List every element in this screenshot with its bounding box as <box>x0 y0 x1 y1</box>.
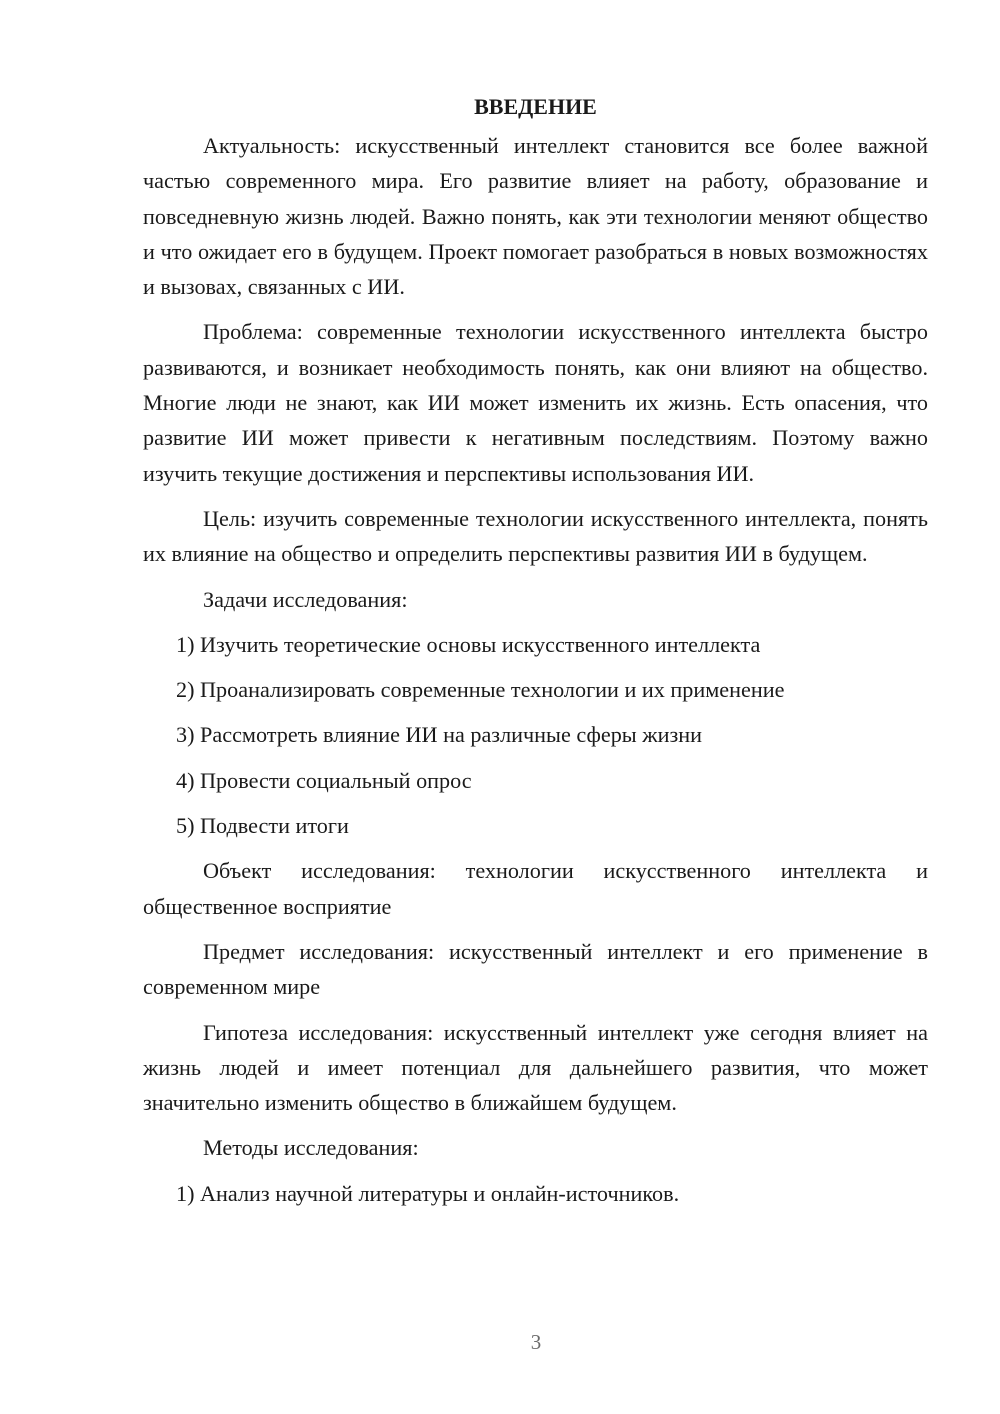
goal-paragraph: Цель: изучить современные технологии искусственного интеллекта, понять их влияние на общество и определить перспективы развития ИИ в будущем. <box>143 505 928 567</box>
task-item: 5) Подвести итоги <box>176 813 349 839</box>
page-title: ВВЕДЕНИЕ <box>474 94 597 119</box>
subject-paragraph: Предмет исследования: искусственный интеллект и его применение в современном мире <box>143 938 928 1000</box>
method-item: 1) Анализ научной литературы и онлайн-источников. <box>176 1180 680 1206</box>
page-number: 3 <box>530 1330 542 1354</box>
task-item: 4) Провести социальный опрос <box>176 767 472 793</box>
relevance-paragraph: Актуальность: искусственный интеллект становится все более важной частью современного мира. Его развитие влияет на работу, образование и повседневную жизнь людей. Важно понять, как эти технологии меняют общество и что ожидает его в будущем. Проект помогает разобраться в новых возможностях и вызовах, связанных с ИИ. <box>143 133 928 300</box>
problem-paragraph: Проблема: современные технологии искусственного интеллекта быстро развиваются, и возникает необходимость понять, как они влияют на общество. Многие люди не знают, как ИИ может изменить их жизнь. Есть опасения, что развитие ИИ может привести к негативным последствиям. Поэтому важно изучить текущие достижения и перспективы использования ИИ. <box>143 319 928 486</box>
methods-heading: Методы исследования: <box>203 1135 419 1161</box>
hypothesis-paragraph: Гипотеза исследования: искусственный интеллект уже сегодня влияет на жизнь людей и имеет потенциал для дальнейшего развития, что может значительно изменить общество в ближайшем будущем. <box>143 1019 928 1116</box>
tasks-list <box>143 627 928 843</box>
tasks-heading: Задачи исследования: <box>203 586 408 612</box>
task-item: 3) Рассмотреть влияние ИИ на различные сферы жизни <box>176 722 702 748</box>
page-content <box>143 92 928 1221</box>
methods-list <box>143 1176 928 1211</box>
object-paragraph: Объект исследования: технологии искусственного интеллекта и общественное восприятие <box>143 858 928 919</box>
task-item: 1) Изучить теоретические основы искусственного интеллекта <box>176 631 761 657</box>
task-item: 2) Проанализировать современные технологии и их применение <box>176 677 785 703</box>
